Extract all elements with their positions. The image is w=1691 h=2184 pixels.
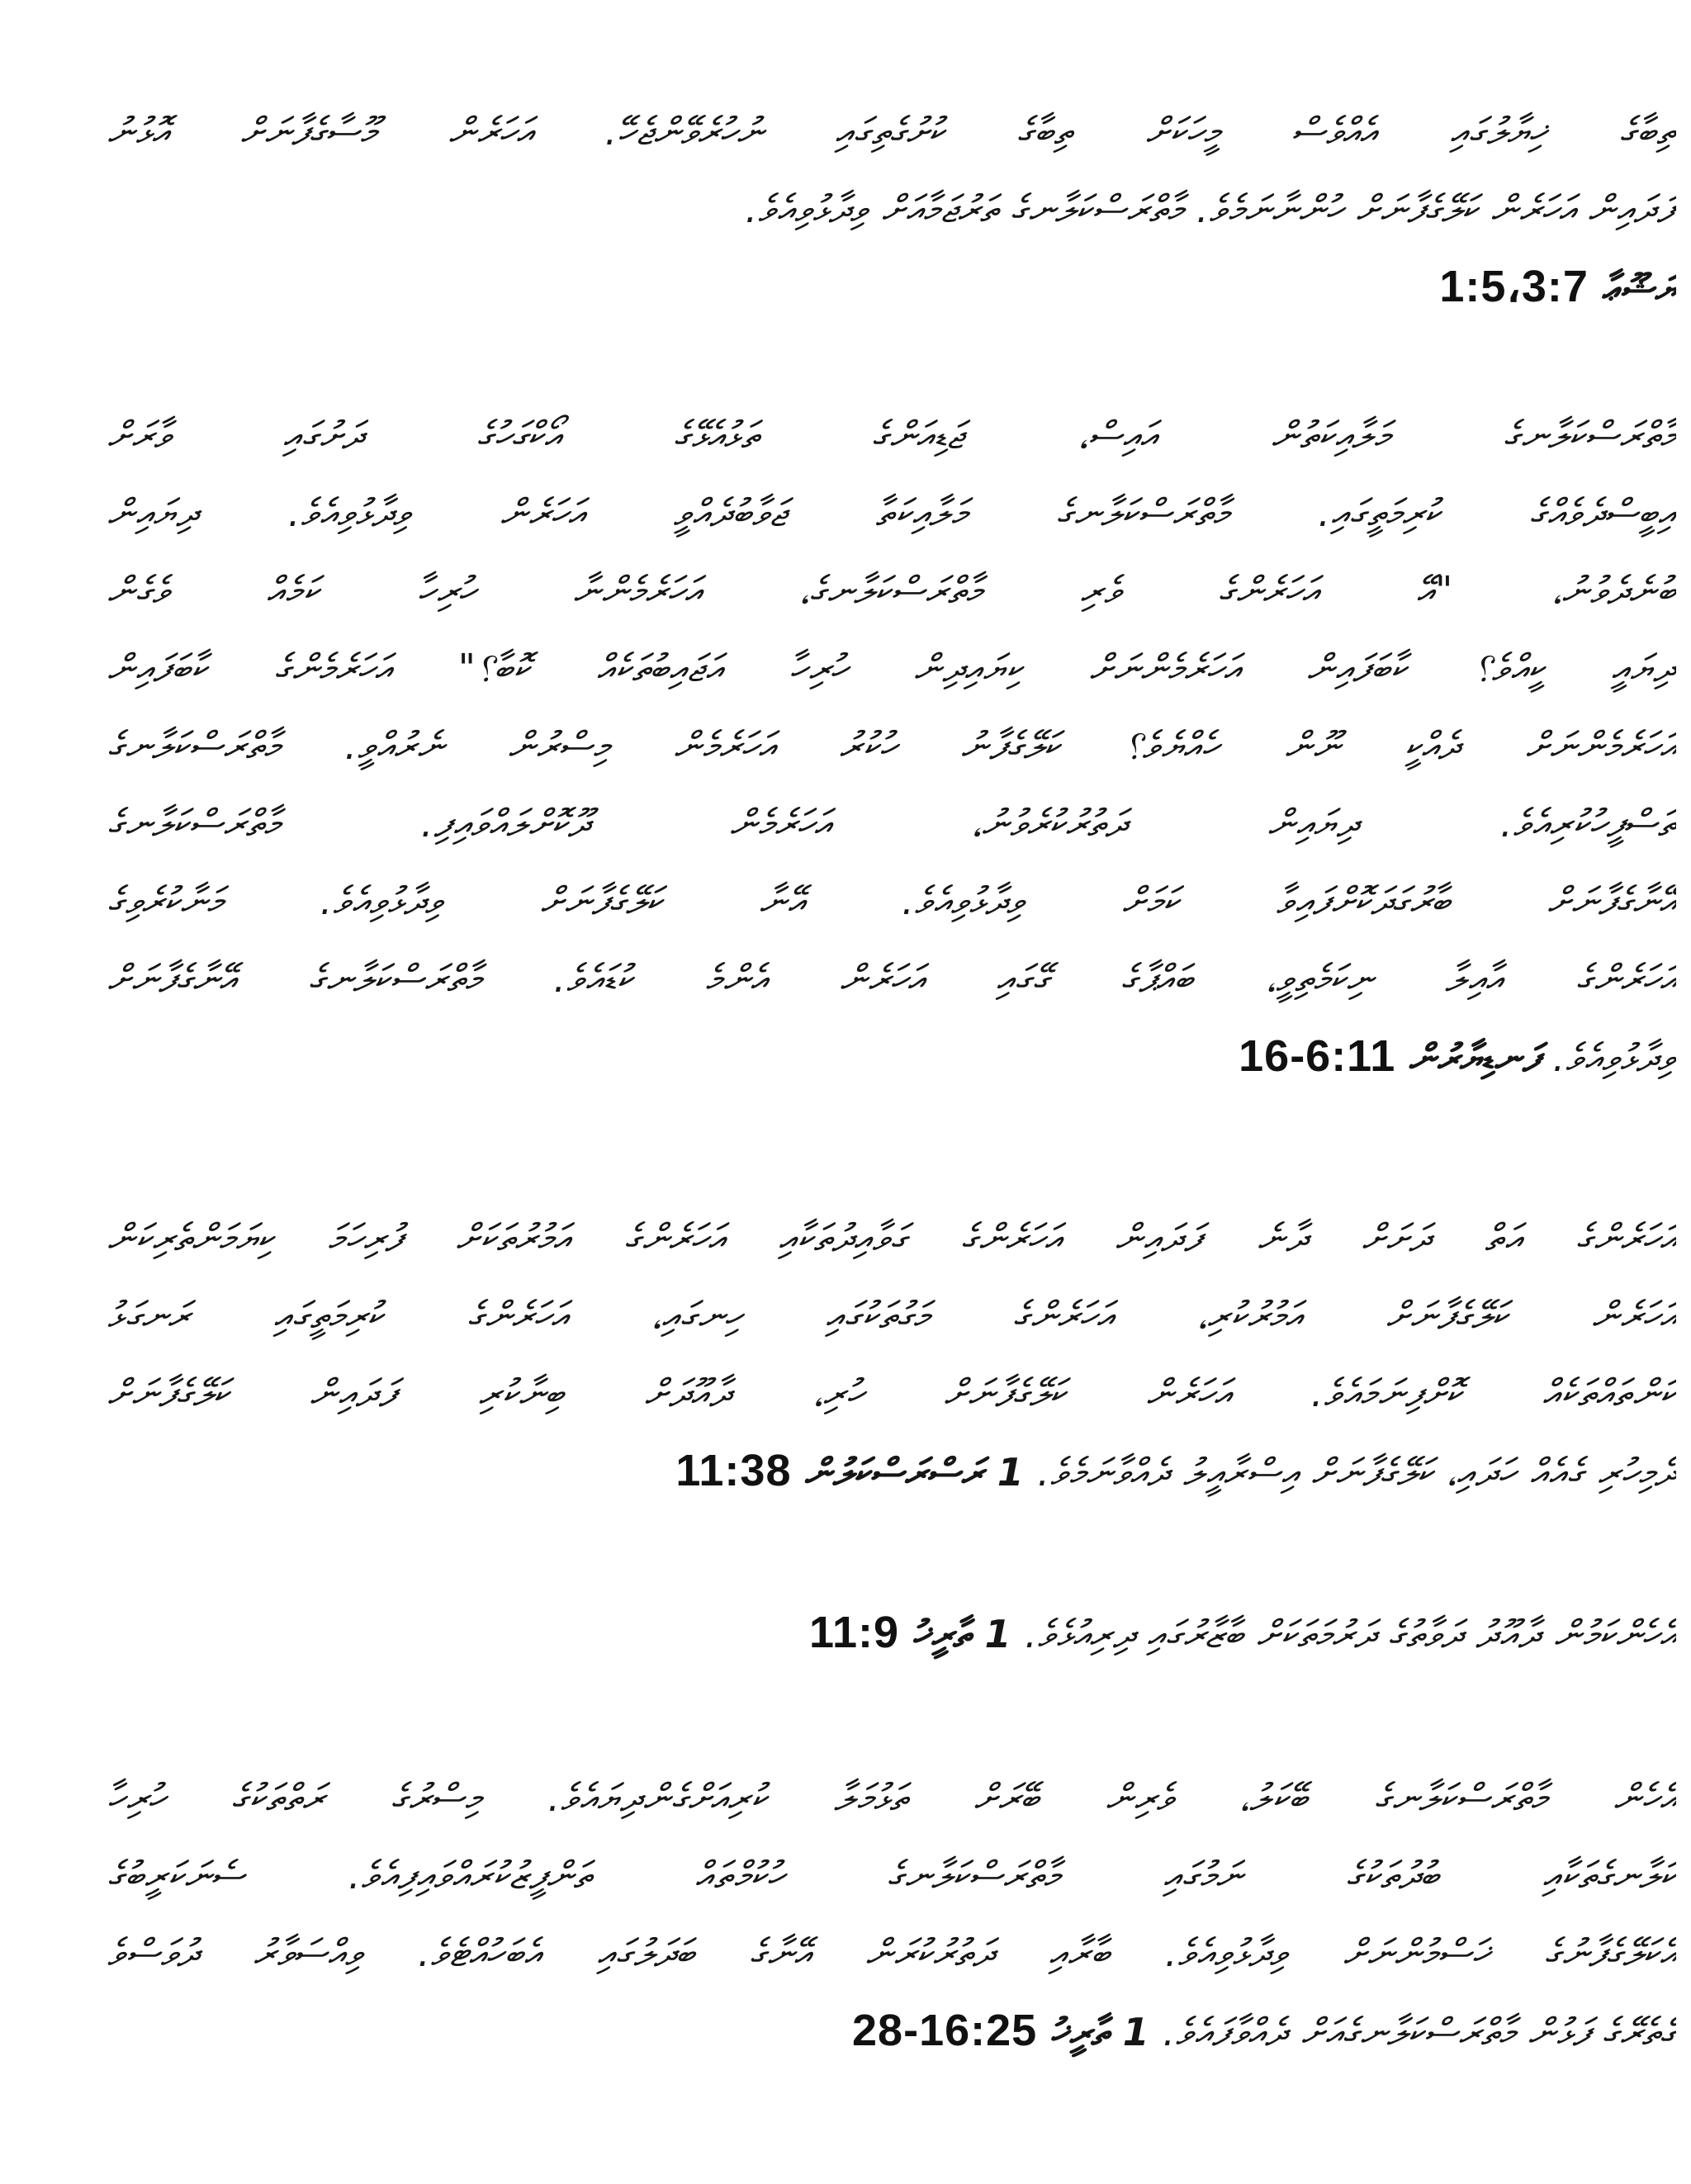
text-line: ތިބާގެ ޚިޔާލުގައި އެއްވެސް މީހަކަށް ތިބާގެ ކުށުގެތިގައި ނުހުރެވޭންޖެހޭ. އަހަރެން މޫސާގެފާނަށް އޮޅުނު — [107, 109, 1676, 154]
text-fragment: ދެމިހުރި ގެއެއް ހަދައި، ކަލޭގެފާނަށް އިސްރާއީލު ދެއްވާނަމެވެ. — [1037, 1450, 1676, 1495]
scripture-reference-line — [107, 1017, 1676, 1095]
verse-reference: 16-6:11 — [1239, 1031, 1396, 1081]
text-line: ދިޔައީ ކީއްވެ؟ ކާބަފައިން އަހަރެމެންނަށް ކިޔައިދިން ހުރިހާ އަޖައިބުތަކެއް ކޮބާ؟" އަހަރެމެންގެ ކާބަފައިން — [107, 646, 1676, 690]
text-fragment: ގެތެރޭގެ ފަޅުން މާތްރަސްކަލާނގެއަށް ދެއްވާފައެވެ. — [1163, 2010, 1676, 2054]
book-name: 1 ރަސްރަސްކަލުން — [804, 1450, 1025, 1495]
text-line: ފަދައިން އަހަރެން ކަލޭގެފާނަށް ހުންނާނަމެވެ. މާތްރަސްކަލާނގެ ތަރުޖަމާއަށް ވިދާޅުވިއެވެ. — [745, 187, 1676, 231]
text-line: އެހެން މާތްރަސްކަލާނގެ ބޭކަލު، ވެރިން ބޭރަށް ތަޅުމަލާ ކުރިއަށްގެންދިޔައެވެ. މިސްރުގެ ރަތްތަކުގެ ހުރިހާ — [107, 1775, 1676, 1820]
paragraph-2 — [107, 396, 1676, 1095]
text-line: އޭނާގެފާނަށް ބާރުގަދަކޮށްފައިވާ ކަމަށް ވިދާޅުވިއެވެ. އޭނާ ކަލޭގެފާނަށް ވިދާޅުވިއެވެ. މަނާކުރެވިގެ — [107, 879, 1676, 923]
scripture-reference-line — [107, 1594, 1676, 1671]
verse-reference: 11:9 — [808, 1608, 900, 1657]
verse-reference: 1:5،3:7 — [1439, 262, 1589, 311]
text-fragment: ވިދާޅުވިއެވެ. — [1552, 1035, 1676, 1080]
scripture-reference-line — [107, 248, 1676, 325]
text-line: އަހަރެމެންނަށް ދެއްކީ ނޫން ހެއްޔެވެ؟ ކަލޭގެފާނު ހުކުރު އަހަރެމެން މިސްރުން ނެރުއްވީ. މާތްރަސްކަލާނގެ — [107, 723, 1676, 768]
text-line: މާތްރަސްކަލާނގެ މަލާއިކަތުން އައިސް، ޖަޑިއަންގެ ތަޅުއެޅޭގެ އޯކްގަހުގެ ދަށުގައި ވާރަށް — [107, 413, 1676, 457]
text-line: އެކަލޭގެފާނުގެ ޚަސްމުންނަށް ވިދާޅުވިއެވެ. ބާރާއި ދަތުރުކުރަން އޭނާގެ ބަދަލުގައި އެބަހުއްޓެވެ. ވިއްސަވާރު ދުވަސްވެ — [107, 1931, 1676, 1975]
text-line: އަހަރެން ކަލޭގެފާނަށް އަމުރުކުރި، އަހަރެންގެ މަގުތަކުގައި ހިނގައި، އަހަރެންގެ ކުރިމަތީގައި ރަނގަޅު — [107, 1293, 1676, 1338]
verse-reference: 11:38 — [675, 1446, 792, 1495]
scripture-reference-line — [107, 1992, 1676, 2069]
paragraph-3 — [107, 1199, 1676, 1509]
book-name: 1 ތާރީޚު — [1049, 2010, 1150, 2054]
text-line: އަހަރެންގެ އާއިލާ ނިކަމެތިވީ، ބައްޕާގެ ގޭގައި އަހަރެން އެންމެ ކުޑައެވެ. މާތްރަސްކަލާނގެ އޭނާގެފާނަށް — [107, 956, 1676, 1001]
text-line: އަހަރެންގެ އަތް ދަށަށް ދާނެ ފަދައިން އަހަރެންގެ ގަވާއިދުތަކާއި އަހަރެންގެ އަމުރުތަކަށް ފުރިހަމަ ކިޔަމަންތެރިކަން — [107, 1215, 1676, 1260]
book-name: ޔަޝޫޢާ — [1601, 266, 1676, 310]
text-line: ބުނެދެވުނު، "އޭ އަހަރެންގެ ވެރި މާތްރަސްކަލާނގެ، އަހަރެމެންނާ ހުރިހާ ކަމެއް ވެގެން — [107, 568, 1676, 613]
book-name: ފަނޑިޔާރުން — [1408, 1035, 1540, 1080]
scripture-reference-line — [107, 1432, 1676, 1509]
book-name: 1 ތާރީޚު — [912, 1612, 1012, 1656]
text-fragment: އެހެންކަމުން ދާއޫދު ދަވާތުގެ ދަރުމަތަކަށް ބާޒާރުގައި ދިރިއުޅެވެ. — [1025, 1612, 1676, 1656]
verse-reference: 28-16:25 — [852, 2006, 1038, 2055]
text-line: ތަސްފީހުކުރިއެވެ. ދިޔައިން ދަތުރުކުރެވުނު، އަހަރެމެން ދޫކޮށްލައްވައިފި. މާތްރަސްކަލާނގެ — [107, 801, 1676, 846]
paragraph-1 — [107, 92, 1676, 325]
text-line: ކަލާނގެތަކާއި ބުދުތަކުގެ ނަމުގައި މާތްރަސްކަލާނގެ ހުކުމްތައް ތަންފީޒުކުރައްވައިފިއެވެ. ސެނަކަރީބުގެ — [107, 1853, 1676, 1897]
text-line: ކަންތައްތަކެއް ކޮށްފިނަމައެވެ. އަހަރެން ކަލޭގެފާނަށް ހުރި، ދާއޫދަށް ބިނާކުރި ފަދައިން ކަލޭގެފާނަށް — [107, 1371, 1676, 1415]
text-line: އިބީސްދެވެއްގެ ކުރިމަތީގައި. މާތްރަސްކަލާނގެ މަލާއިކަތާ ޖަވާބުދެއްވީ އަހަރެން ވިދާޅުވިއެވެ. ދިޔައިން — [107, 490, 1676, 535]
paragraph-4 — [107, 1594, 1676, 1671]
paragraph-5 — [107, 1759, 1676, 2069]
